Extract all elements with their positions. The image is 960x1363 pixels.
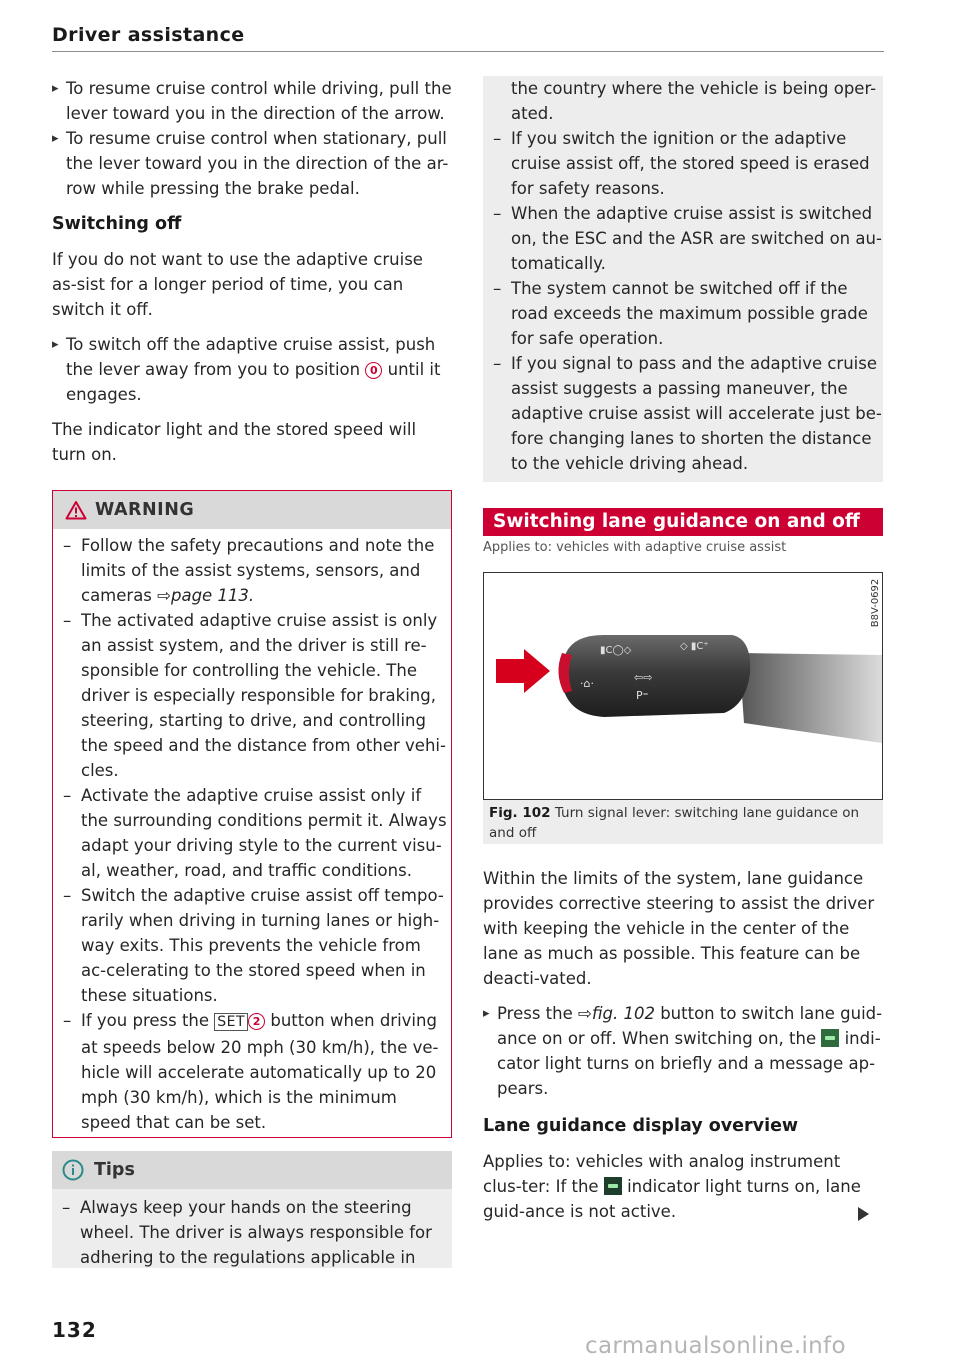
tips-header — [52, 1151, 452, 1189]
left-column — [52, 76, 452, 467]
figure-caption — [483, 800, 883, 844]
switching-off-intro: If you do not want to use the adaptive cruise as-sist for a longer period of time, you can switch it off. — [52, 250, 423, 319]
warning-item — [53, 1008, 451, 1135]
switch-off-step-text: To switch off the adaptive cruise assist, push the lever away from you to position — [66, 335, 436, 379]
warning-box — [52, 490, 452, 1138]
warning-item: – The activated adaptive cruise assist is only an assist system, and the driver is still re-sponsible for controlling the vehicle. The driver is especially responsible for braking, steering, starting to drive, and controlling the speed and the distance from other vehi-cles. — [53, 608, 451, 783]
position-marker-icon: 2 — [248, 1013, 265, 1030]
tips-continuation — [483, 76, 883, 482]
warning-item-text: Follow the safety precautions and note the limits of the assist systems, sensors, and cameras — [81, 536, 435, 605]
position-marker-icon: 0 — [365, 362, 382, 379]
arrow-ref-icon: ⇨ — [578, 1004, 592, 1023]
indicator-note: The indicator light and the stored speed will turn on. — [52, 420, 417, 464]
tip-item: – The system cannot be switched off if the road exceeds the maximum possible grade for safe operation. — [483, 276, 883, 351]
lane-guidance-intro — [483, 866, 883, 1224]
warning-header — [53, 491, 451, 529]
display-text: indicator light turns on, lane guid-ance is not active. — [483, 1177, 861, 1221]
switch-off-step — [52, 332, 452, 407]
lane-guidance-button-symbol: ·⌂· — [580, 677, 594, 690]
info-icon — [62, 1159, 84, 1181]
resume-stationary-step: ▸ To resume cruise control when stationary, pull the lever toward you in the direction of the ar-row while pressing the brake pedal. — [52, 126, 452, 201]
tips-box — [52, 1151, 452, 1268]
tip-item: – When the adaptive cruise assist is switched on, the ESC and the ASR are switched on au-tomatically. — [483, 201, 883, 276]
tips-title: Tips — [94, 1160, 135, 1180]
warning-title: WARNING — [95, 500, 195, 520]
page-header-title: Driver assistance — [52, 24, 245, 46]
switching-off-heading: Switching off — [52, 214, 182, 234]
warning-item — [53, 533, 451, 608]
set-key-label: SET — [214, 1013, 248, 1031]
intro-text: Within the limits of the system, lane guidance provides corrective steering to assist the driver with keeping the vehicle in the center of the lane as much as possible. This feature can be deacti-vated. — [483, 869, 875, 988]
resume-moving-step: ▸ To resume cruise control while driving, pull the lever toward you in the direction of the arrow. — [52, 76, 452, 126]
warning-triangle-icon — [65, 500, 87, 520]
warning-item-tail: button when driving at speeds below 20 mph (30 km/h), the ve-hicle will accelerate automatically up to 20 mph (30 km/h), which is the minimum speed that can be set. — [81, 1011, 439, 1132]
section-title-bar: Switching lane guidance on and off — [483, 508, 883, 536]
switch-off-step-tail: until it engages. — [66, 360, 441, 404]
figure-code: B8V-0692 — [870, 578, 881, 628]
lane-guidance-inactive-icon — [604, 1177, 622, 1195]
tip-item: – Always keep your hands on the steering wheel. The driver is always responsible for adhering to the regulations applicable in — [52, 1195, 452, 1270]
arrow-ref-icon: ⇨ — [157, 586, 171, 605]
lane-guidance-indicator-icon — [821, 1029, 839, 1047]
display-overview-heading: Lane guidance display overview — [483, 1116, 799, 1136]
tip-item: – If you switch the ignition or the adaptive cruise assist off, the stored speed is erased for safety reasons. — [483, 126, 883, 201]
lever-arrows-symbol: ⇦⇨ — [634, 671, 653, 684]
display-overview-text — [483, 1149, 883, 1224]
applies-to-note: Applies to: vehicles with adaptive cruise assist — [483, 540, 787, 555]
turn-signal-lever-figure — [483, 572, 883, 800]
step-text: Press the — [497, 1004, 573, 1023]
lever-park-symbol: P⁼ — [636, 689, 649, 702]
lane-guidance-step — [483, 1001, 883, 1101]
page-reference-link[interactable]: page 113. — [170, 586, 255, 605]
figure-reference-link[interactable]: fig. 102 — [591, 1004, 655, 1023]
figure-caption-text: Turn signal lever: switching lane guidance on and off — [489, 805, 860, 841]
tip-item-continued: the country where the vehicle is being oper-ated. — [511, 79, 877, 123]
figure-label: Fig. 102 — [489, 805, 551, 821]
tip-item: – If you signal to pass and the adaptive cruise assist suggests a passing maneuver, the adaptive cruise assist will accelerate just be-fore changing lanes to shorten the distance to the vehicle driving ahead. — [483, 351, 883, 476]
lever-symbol-right: ◇ ▮C⁺ — [680, 641, 709, 652]
step-text: indi-cator light turns on briefly and a message ap-pears. — [497, 1029, 881, 1098]
warning-item-text: If you press the — [81, 1011, 210, 1030]
step-text: button to switch lane guid-ance on or off. When switching on, the — [497, 1004, 883, 1048]
page-number: 132 — [52, 1318, 97, 1342]
header-divider — [52, 51, 884, 52]
watermark: carmanualsonline.info — [585, 1333, 846, 1359]
warning-item: – Activate the adaptive cruise assist only if the surrounding conditions permit it. Always adapt your driving style to the current visu-al, weather, road, and traffic conditions. — [53, 783, 451, 883]
display-text: Applies to: vehicles with analog instrument clus-ter: If the — [483, 1152, 841, 1196]
lever-symbol-left: ▮C◯◇ — [600, 645, 632, 656]
lever-illustration — [484, 573, 882, 799]
continued-arrow-icon — [858, 1207, 869, 1221]
warning-item: – Switch the adaptive cruise assist off tempo-rarily when driving in turning lanes or high-way exits. This prevents the vehicle from ac-celerating to the stored speed when in these situations. — [53, 883, 451, 1008]
